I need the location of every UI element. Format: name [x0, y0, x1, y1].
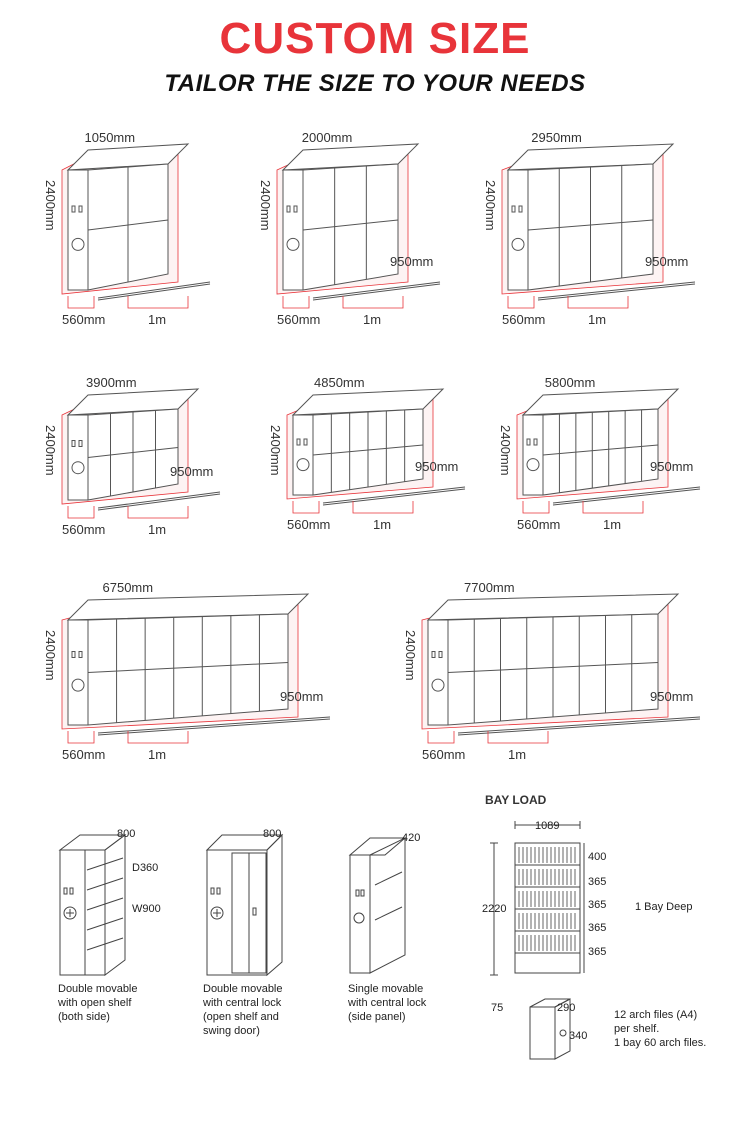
variant-open-shelf-drawing [55, 830, 195, 980]
cabinet-rail-label: 1m [603, 517, 622, 532]
cabinet-width-label: 2950mm [531, 130, 582, 145]
cabinet-diagram-6 [495, 375, 720, 535]
cabinet-height-label: 2400mm [403, 630, 418, 681]
bay-width-label: 1089 [535, 820, 560, 832]
cabinet-diagram-4 [40, 375, 240, 540]
variant-1-width-dim: W900 [132, 903, 161, 915]
shelf-height-2: 365 [588, 876, 607, 888]
shelf-height-4: 365 [588, 922, 607, 934]
cabinet-rail-label: 1m [508, 747, 527, 762]
cabinet-drawing [400, 580, 720, 765]
cabinet-rail-label: 1m [148, 522, 167, 537]
cabinet-drawing [40, 580, 350, 765]
cabinet-diagram-3 [480, 130, 715, 330]
cabinet-depth-label: 950mm [415, 459, 459, 474]
cabinet-base-label: 560mm [502, 312, 546, 327]
cabinet-depth-label: 950mm [280, 689, 324, 704]
bay-depth-note: 1 Bay Deep [635, 901, 693, 913]
shelf-height-3: 365 [588, 899, 607, 911]
page-subtitle: TAILOR THE SIZE TO YOUR NEEDS [164, 70, 586, 97]
cabinet-diagram-8 [400, 580, 720, 765]
cabinet-height-label: 2400mm [498, 425, 513, 476]
cabinet-drawing [40, 375, 240, 540]
cabinet-base-label: 560mm [422, 747, 466, 762]
cabinet-depth-label: 950mm [390, 254, 434, 269]
cabinet-width-label: 4850mm [314, 375, 365, 390]
shelf-height-5: 365 [588, 946, 607, 958]
file-height-dim: 340 [569, 1030, 588, 1042]
variant-central-lock-drawing [202, 830, 292, 980]
cabinet-drawing [265, 375, 485, 535]
cabinet-drawing [255, 130, 460, 330]
cabinet-diagram-7 [40, 580, 350, 765]
cabinet-depth-label: 950mm [650, 459, 694, 474]
cabinet-base-label: 560mm [62, 747, 106, 762]
cabinet-rail-label: 1m [373, 517, 392, 532]
variant-1-top-dim: 800 [117, 828, 136, 840]
cabinet-diagram-2 [255, 130, 460, 330]
variant-1-caption: Double movable with open shelf (both side) [58, 983, 138, 1023]
bay-height-label: 2220 [482, 903, 507, 915]
bay-load-title: BAY LOAD [485, 793, 547, 807]
variant-single-drawing [345, 830, 425, 980]
variant-2-caption: Double movable with central lock (open shelf and swing door) [203, 983, 283, 1037]
cabinet-base-label: 560mm [287, 517, 331, 532]
cabinet-rail-label: 1m [363, 312, 382, 327]
variant-2-top-dim: 800 [263, 828, 282, 840]
cabinet-depth-label: 950mm [650, 689, 694, 704]
cabinet-diagram-1 [40, 130, 230, 330]
cabinet-drawing [495, 375, 720, 535]
cabinet-base-label: 560mm [517, 517, 561, 532]
cabinet-width-label: 3900mm [86, 375, 137, 390]
cabinet-rail-label: 1m [148, 312, 167, 327]
cabinet-height-label: 2400mm [258, 180, 273, 231]
cabinet-depth-label: 950mm [645, 254, 689, 269]
cabinet-width-label: 2000mm [301, 130, 353, 145]
cabinet-drawing [480, 130, 715, 330]
cabinet-width-label: 6750mm [102, 580, 154, 595]
cabinet-diagram-5 [265, 375, 485, 535]
page-title: CUSTOM SIZE [219, 14, 531, 63]
cabinet-height-label: 2400mm [268, 425, 283, 476]
cabinet-height-label: 2400mm [43, 425, 58, 476]
cabinet-width-label: 7700mm [464, 580, 515, 595]
file-depth-dim: 75 [491, 1002, 504, 1014]
cabinet-rail-label: 1m [148, 747, 167, 762]
cabinet-drawing [40, 130, 230, 330]
cabinet-depth-label: 950mm [170, 464, 214, 479]
cabinet-height-label: 2400mm [43, 630, 58, 681]
bay-load-note: 12 arch files (A4) per shelf. 1 bay 60 arch files. [614, 1009, 707, 1049]
variant-3-top-dim: 420 [402, 832, 421, 844]
cabinet-height-label: 2400mm [43, 180, 58, 231]
cabinet-rail-label: 1m [588, 312, 607, 327]
file-width-dim: 290 [557, 1002, 576, 1014]
cabinet-width-label: 5800mm [544, 375, 596, 390]
cabinet-base-label: 560mm [62, 522, 106, 537]
shelf-height-1: 400 [588, 851, 607, 863]
variant-3-caption: Single movable with central lock (side panel) [348, 983, 427, 1023]
variant-1-depth-dim: D360 [132, 862, 159, 874]
cabinet-width-label: 1050mm [84, 130, 136, 145]
cabinet-height-label: 2400mm [483, 180, 498, 231]
cabinet-base-label: 560mm [277, 312, 321, 327]
cabinet-base-label: 560mm [62, 312, 106, 327]
